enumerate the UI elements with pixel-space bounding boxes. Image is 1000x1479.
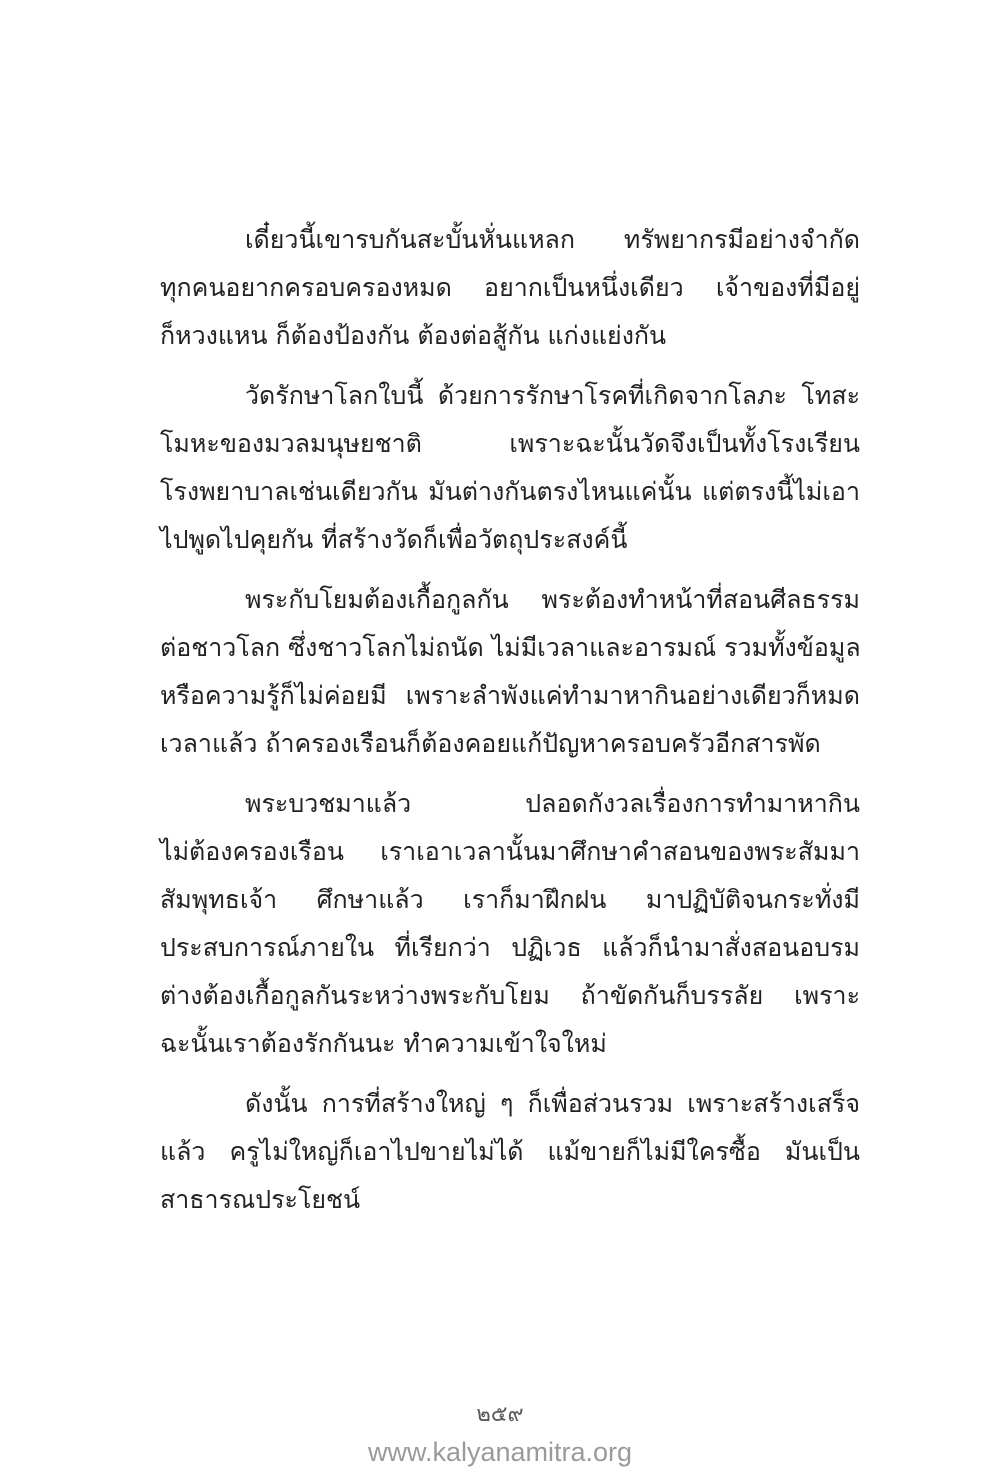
- text-line: หรือความรู้ก็ไม่ค่อยมี เพราะลำพังแค่ทำมาหากินอย่างเดียวก็หมด: [160, 681, 860, 710]
- paragraph: [160, 216, 860, 360]
- text-line: ไม่ต้องครองเรือน เราเอาเวลานั้นมาศึกษาคำสอนของพระสัมมา: [160, 837, 860, 866]
- text-line: ต่างต้องเกื้อกูลกันระหว่างพระกับโยม ถ้าขัดกันก็บรรลัย เพราะ: [160, 981, 860, 1010]
- paragraph: [160, 1080, 860, 1224]
- text-line: สัมพุทธเจ้า ศึกษาแล้ว เราก็มาฝึกฝน มาปฏิบัติจนกระทั่งมี: [160, 885, 860, 914]
- text-line: โมหะของมวลมนุษยชาติ เพราะฉะนั้นวัดจึงเป็นทั้งโรงเรียน: [160, 429, 860, 458]
- paragraph: [160, 780, 860, 1068]
- text-line: ต่อชาวโลก ซึ่งชาวโลกไม่ถนัด ไม่มีเวลาและอารมณ์ รวมทั้งข้อมูล: [160, 633, 861, 662]
- paragraph: [160, 372, 860, 564]
- text-line: เวลาแล้ว ถ้าครองเรือนก็ต้องคอยแก้ปัญหาครอบครัวอีกสารพัด: [160, 729, 821, 758]
- text-line: ประสบการณ์ภายใน ที่เรียกว่า ปฏิเวธ แล้วก็นำมาสั่งสอนอบรม: [160, 933, 860, 962]
- text-line: วัดรักษาโลกใบนี้ ด้วยการรักษาโรคที่เกิดจากโลภะ โทสะ: [245, 381, 860, 410]
- text-line: พระกับโยมต้องเกื้อกูลกัน พระต้องทำหน้าที่สอนศีลธรรม: [245, 585, 860, 614]
- text-line: เดี๋ยวนี้เขารบกันสะบั้นหั่นแหลก ทรัพยากรมีอย่างจำกัด: [245, 225, 860, 254]
- site-url: www.kalyanamitra.org: [367, 1437, 633, 1467]
- text-line: สาธารณประโยชน์: [160, 1185, 361, 1214]
- page-body: [160, 216, 860, 1236]
- text-line: พระบวชมาแล้ว ปลอดกังวลเรื่องการทำมาหากิน: [245, 789, 860, 818]
- text-line: โรงพยาบาลเช่นเดียวกัน มันต่างกันตรงไหนแค่นั้น แต่ตรงนี้ไม่เอา: [160, 477, 860, 506]
- text-line: ทุกคนอยากครอบครองหมด อยากเป็นหนึ่งเดียว เจ้าของที่มีอยู่: [160, 273, 860, 302]
- text-line: ฉะนั้นเราต้องรักกันนะ ทำความเข้าใจใหม่: [160, 1029, 607, 1058]
- paragraph: [160, 576, 860, 768]
- page-number: ๒๕๙: [476, 1402, 524, 1427]
- text-line: ก็หวงแหน ก็ต้องป้องกัน ต้องต่อสู้กัน แก่งแย่งกัน: [160, 321, 667, 350]
- text-line: ไปพูดไปคุยกัน ที่สร้างวัดก็เพื่อวัตถุประสงค์นี้: [160, 525, 628, 554]
- text-line: ดังนั้น การที่สร้างใหญ่ ๆ ก็เพื่อส่วนรวม เพราะสร้างเสร็จ: [245, 1089, 860, 1118]
- text-line: แล้ว ครูไม่ใหญ่ก็เอาไปขายไม่ได้ แม้ขายก็ไม่มีใครซื้อ มันเป็น: [160, 1137, 860, 1166]
